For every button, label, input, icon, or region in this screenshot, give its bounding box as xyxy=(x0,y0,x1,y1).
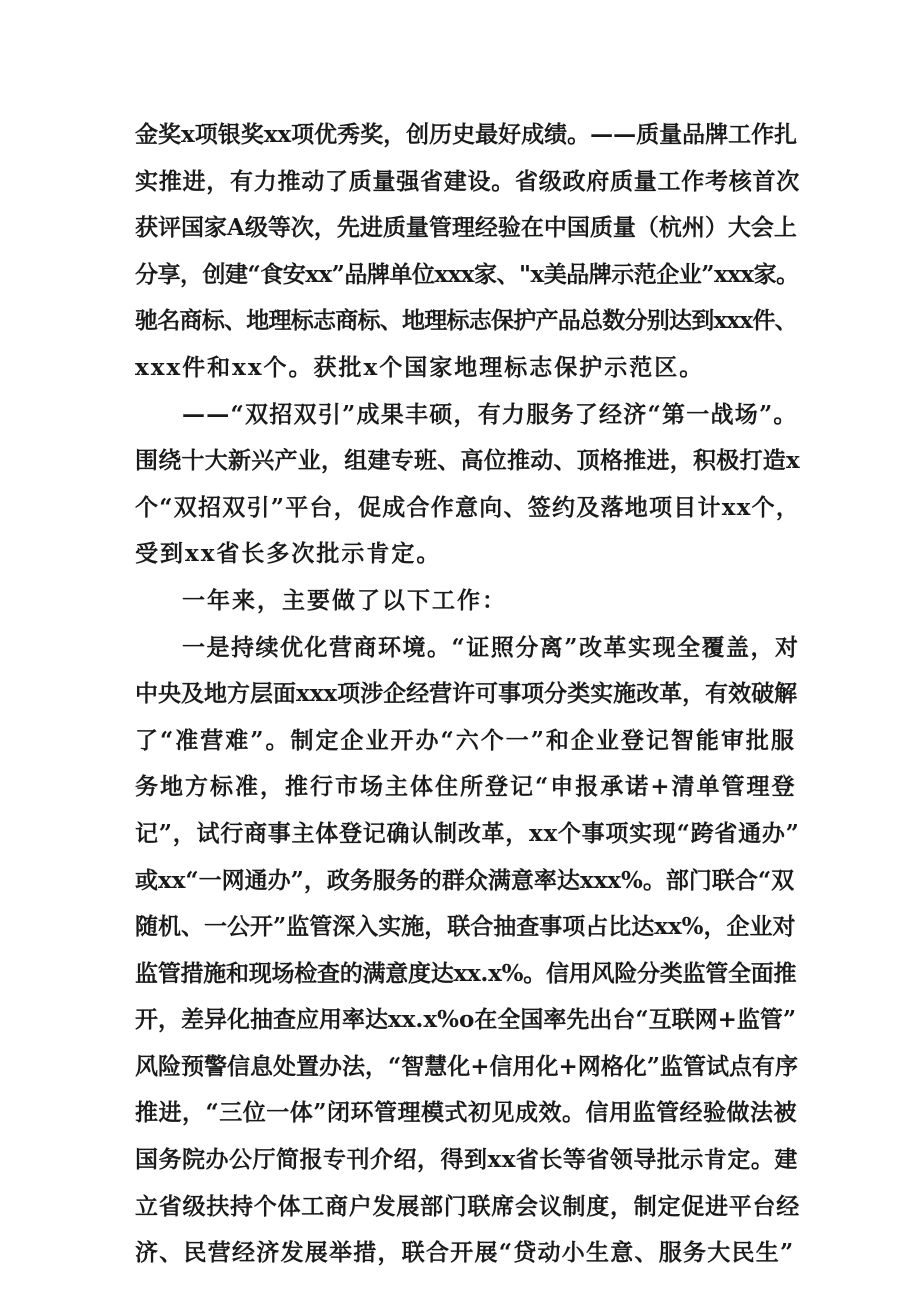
text-line: 立省级扶持个体工商户发展部门联席会议制度，制定促进平台经 xyxy=(135,1192,800,1220)
text-line: 济、民营经济发展举措，联合开展“贷动小生意、服务大民生” xyxy=(135,1239,795,1267)
text-line: 获评国家A级等次，先进质量管理经验在中国质量（杭州）大会上 xyxy=(135,214,797,242)
text-line: 一年来，主要做了以下工作： xyxy=(182,586,507,614)
document-body xyxy=(135,112,800,1277)
text-line: 个“双招双引”平台，促成合作意向、签约及落地项目计xx个， xyxy=(135,493,800,521)
text-line: 围绕十大新兴产业，组建专班、高位推动、顶格推进，积极打造x xyxy=(135,447,800,475)
text-line: 记”，试行商事主体登记确认制改革，xx个事项实现“跨省通办” xyxy=(135,819,800,847)
text-line: 国务院办公厅简报专刊介绍，得到xx省长等省领导批示肯定。建 xyxy=(135,1146,798,1174)
text-line: 务地方标准，推行市场主体住所登记“申报承诺+清单管理登 xyxy=(135,773,797,801)
text-line: 监管措施和现场检查的满意度达xx.x%。信用风险分类监管全面推 xyxy=(135,959,797,987)
text-line: 推进，“三位一体”闭环管理模式初见成效。信用监管经验做法被 xyxy=(135,1099,797,1127)
text-line: 中央及地方层面xxx项涉企经营许可事项分类实施改革，有效破解 xyxy=(135,680,798,708)
text-line: 实推进，有力推动了质量强省建设。省级政府质量工作考核首次 xyxy=(135,167,800,195)
text-line: 一是持续优化营商环境。“证照分离”改革实现全覆盖，对 xyxy=(182,633,800,661)
text-line: 金奖x项银奖xx项优秀奖，创历史最好成绩。——质量品牌工作扎 xyxy=(135,121,798,148)
text-line: xxx件和xx个。获批x个国家地理标志保护示范区。 xyxy=(135,353,705,381)
text-line: 驰名商标、地理标志商标、地理标志保护产品总数分别达到xxx件、 xyxy=(135,307,797,335)
text-line: 了“准营难”。制定企业开办“六个一”和企业登记智能审批服 xyxy=(135,726,796,754)
text-line: 随机、一公开”监管深入实施，联合抽查事项占比达xx%，企业对 xyxy=(135,913,796,941)
text-line: 开，差异化抽查应用率达xx.x%o在全国率先出台“互联网+监管” xyxy=(135,1006,797,1034)
text-line: 风险预警信息处置办法，“智慧化+信用化+网格化”监管试点有序 xyxy=(135,1052,799,1080)
text-line: 或xx“一网通办”，政务服务的群众满意率达xxx%。部门联合“双 xyxy=(135,866,795,894)
text-line: ——“双招双引”成果丰硕，有力服务了经济“第一战场”。 xyxy=(182,400,798,428)
text-line: 分享，创建“食安xx”品牌单位xxx家、"x美品牌示范企业”xxx家。 xyxy=(135,260,799,288)
text-line: 受到xx省长多次批示肯定。 xyxy=(135,540,442,568)
